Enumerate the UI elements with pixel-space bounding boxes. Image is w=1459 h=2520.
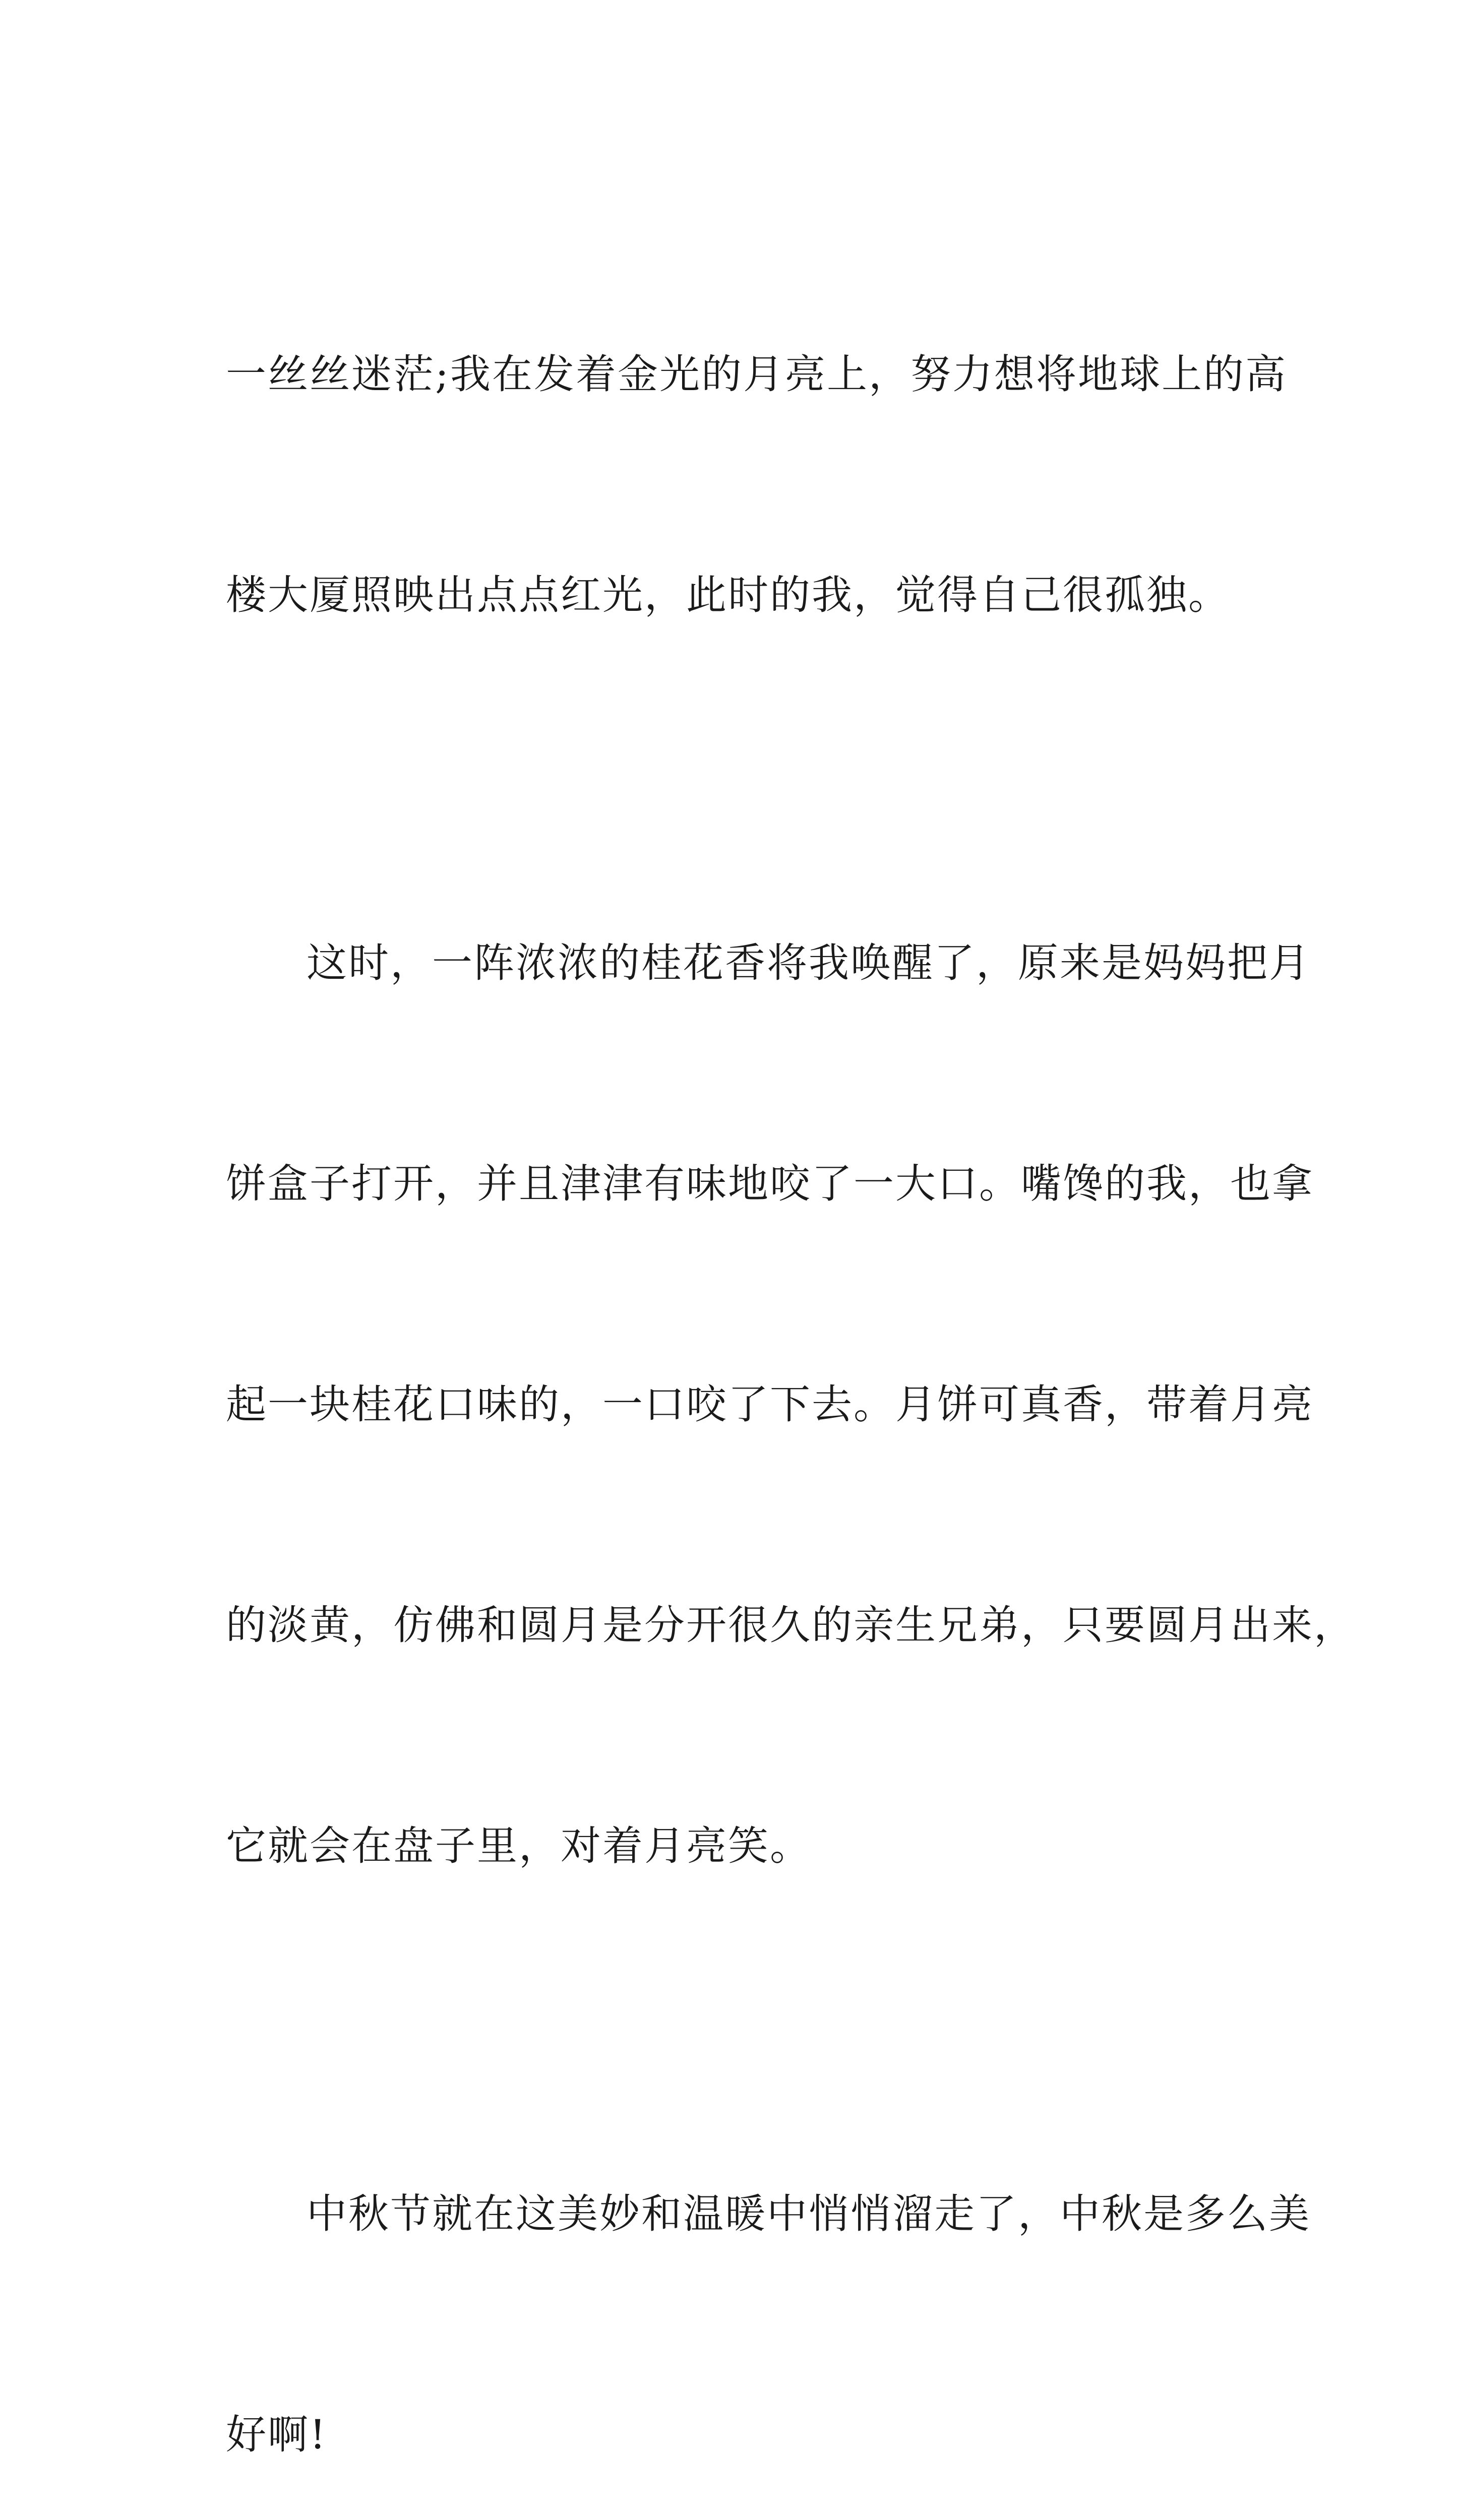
article-body [226,191,1356,2520]
text-line: 的淡黄，仿佛和圆月是分开很久的亲生兄弟，只要圆月出来， [226,1602,1356,1649]
paragraph-3 [226,2030,1311,2520]
text-line: 好啊! [226,2411,328,2458]
text-line: 饼盒子打开，并且津津有味地咬了一大口。嘴馋的我，也拿 [226,1160,1314,1207]
text-line: 中秋节就在这美妙和温暖中悄悄溜走了，中秋是多么美 [307,2190,1311,2237]
text-line: 它就会在盘子里，对着月亮笑。 [226,1822,812,1869]
paragraph-1 [226,191,1287,779]
paragraph-2 [226,779,1356,2030]
text-line: 这时，一阵浓浓的桂花香将我唤醒了，原来是妈妈把月 [307,939,1311,986]
text-line: 楼大厦照映出点点红光，此时的我，觉得自己很孤独。 [226,572,1230,618]
text-line: 一丝丝迷茫;我在发着金光的月亮上，努力想将地球上的高 [226,351,1287,398]
text-line: 起一块桂花口味的，一口咬了下去。月饼可真香，带着月亮 [226,1381,1314,1428]
